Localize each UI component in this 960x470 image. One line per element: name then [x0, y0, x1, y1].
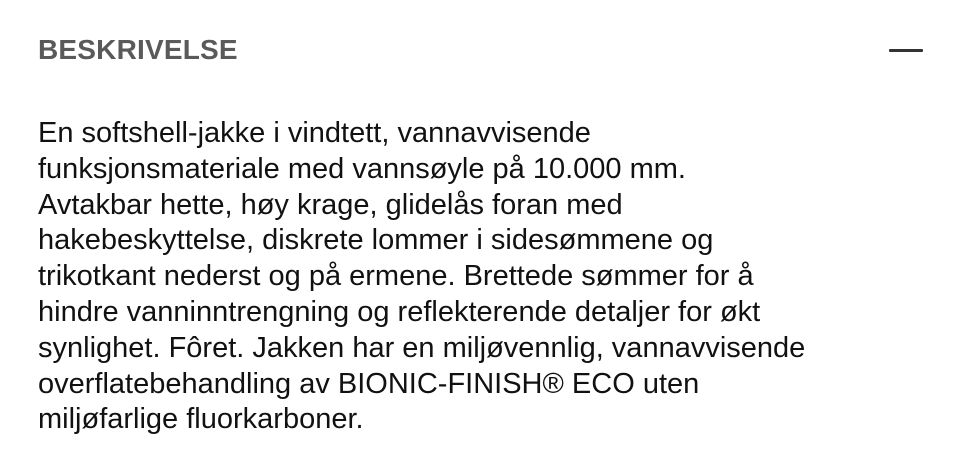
minus-icon[interactable]	[889, 40, 923, 60]
description-accordion-header[interactable]	[38, 30, 923, 70]
product-description: En softshell-jakke i vindtett, vannavvisende funksjonsmateriale med vannsøyle på 10.000 mm. Avtakbar hette, høy krage, glidelås foran med hakebeskyttelse, diskrete lommer i sidesømmene og trikotkant nederst og på ermene. Brettede sømmer for å hindre vanninntrengning og reflekterende detaljer for økt synlighet. Fôret. Jakken har en miljøvennlig, vannavvisende overflatebehandling av BIONIC-FINISH® ECO uten miljøfarlige fluorkarboner.	[38, 117, 806, 436]
section-title: BESKRIVELSE	[38, 34, 238, 65]
